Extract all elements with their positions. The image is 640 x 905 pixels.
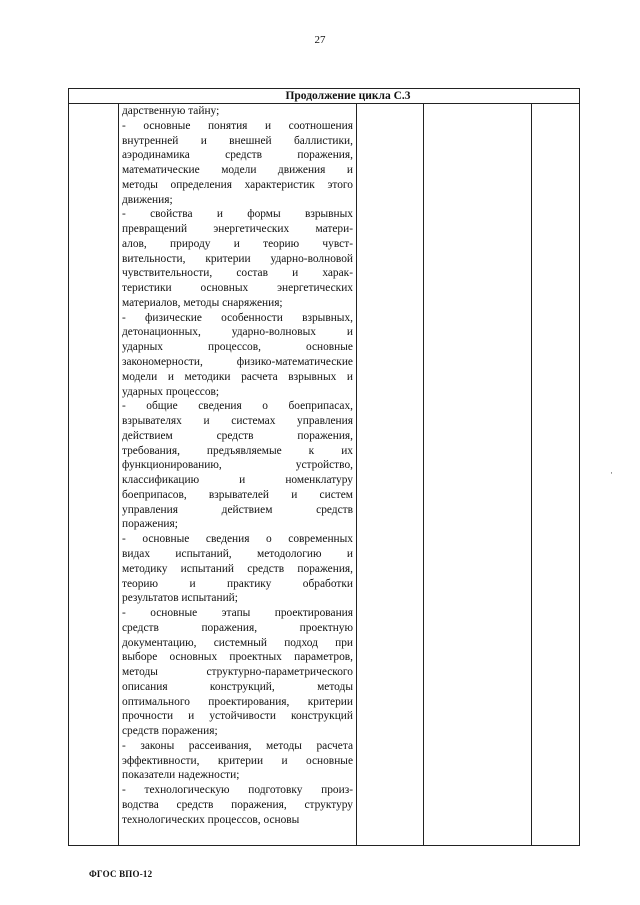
text-line: документацию, системный подход при <box>122 636 353 649</box>
text-line: описания конструкций, методы <box>122 680 353 693</box>
text-line: требования, предъявляемые к их <box>122 444 353 457</box>
text-line: - свойства и формы взрывных <box>122 208 353 221</box>
text-line: материалов, методы снаряжения; <box>122 296 283 309</box>
text-line: ударных процессов; <box>122 385 220 398</box>
text-line: боеприпасов, взрывателей и систем <box>122 488 353 501</box>
text-line: методы структурно-параметрического <box>122 666 353 679</box>
text-line: закономерности, физико-математические <box>122 356 353 369</box>
text-line: функционированию, устройство, <box>122 459 353 472</box>
text-line: внутренней и внешней баллистики, <box>122 134 353 147</box>
text-line: классификацию и номенклатуру <box>122 474 353 487</box>
text-line: видах испытаний, методологию и <box>122 547 353 560</box>
text-line: алов, природу и теорию чувст- <box>122 237 353 250</box>
column-divider <box>423 103 424 845</box>
text-line: - основные этапы проектирования <box>122 607 353 620</box>
text-line: модели и методики расчета взрывных и <box>122 370 353 383</box>
table-header <box>69 89 579 104</box>
text-line: теорию и практику обработки <box>122 577 353 590</box>
text-line: средств поражения; <box>122 725 218 738</box>
text-line: методы определения характеристик этого <box>122 178 353 191</box>
text-line: движения; <box>122 193 173 206</box>
margin-mark: · <box>610 468 613 478</box>
text-line: оптимального проектирования, критерии <box>122 695 353 708</box>
text-line: аэродинамика средств поражения, <box>122 149 353 162</box>
text-line: взрывателях и системах управления <box>122 415 353 428</box>
text-line: - физические особенности взрывных, <box>122 311 353 324</box>
text-line: превращений энергетических матери- <box>122 223 353 236</box>
text-line: водства средств поражения, структуру <box>122 798 353 811</box>
column-divider <box>356 103 357 845</box>
text-line: детонационных, ударно-волновых и <box>122 326 353 339</box>
text-line: поражения; <box>122 518 178 531</box>
curriculum-table <box>68 88 580 846</box>
text-line: эффективности, критерии и основные <box>122 754 353 767</box>
text-line: - основные понятия и соотношения <box>122 119 353 132</box>
text-line: показатели надежности; <box>122 769 240 782</box>
text-line: действием средств поражения, <box>122 429 353 442</box>
text-line: ударных процессов, основные <box>122 341 353 354</box>
text-line: выборе основных проектных параметров, <box>122 651 353 664</box>
text-line: дарственную тайну; <box>122 105 220 117</box>
text-line: теристики основных энергетических <box>122 282 353 295</box>
text-line: - общие сведения о боеприпасах, <box>122 400 353 413</box>
footer-label: ФГОС ВПО-12 <box>89 869 153 879</box>
text-line: чувствительности, состав и харак- <box>122 267 353 280</box>
text-line: - законы рассеивания, методы расчета <box>122 739 353 752</box>
text-line: математические модели движения и <box>122 164 353 177</box>
competencies-cell <box>119 103 356 845</box>
table-header-title: Продолжение цикла С.3 <box>285 90 411 102</box>
text-line: прочности и устойчивости конструкций <box>122 710 353 723</box>
text-line: технологических процессов, основы <box>122 813 300 826</box>
column-divider <box>531 103 532 845</box>
text-line: средств поражения, проектную <box>122 621 353 634</box>
text-line: - технологическую подготовку произ- <box>122 784 353 797</box>
text-line: методику испытаний средств поражения, <box>122 562 353 575</box>
page-number: 27 <box>314 34 326 46</box>
text-line: управления действием средств <box>122 503 353 516</box>
text-line: вительности, критерии ударно-волновой <box>122 252 353 265</box>
text-line: результатов испытаний; <box>122 592 238 605</box>
text-line: - основные сведения о современных <box>122 533 353 546</box>
